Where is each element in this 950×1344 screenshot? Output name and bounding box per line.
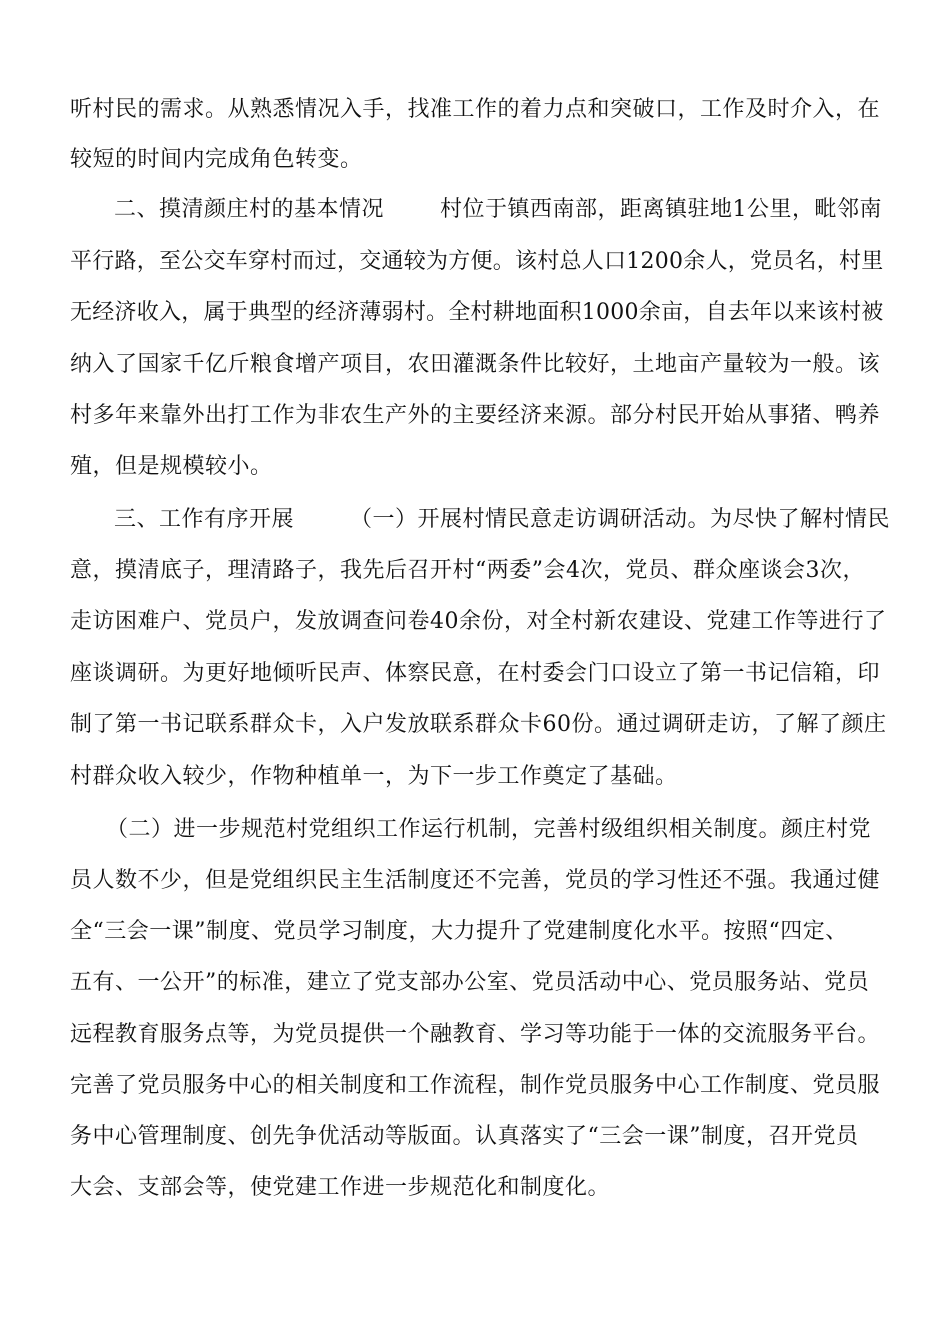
text-line: 意，摸清底子，理清路子，我先后召开村“两委”会4次，党员、群众座谈会3次， (70, 558, 865, 583)
text-line: 村多年来靠外出打工作为非农生产外的主要经济来源。部分村民开始从事猪、鸭养 (70, 403, 881, 428)
text-line: 完善了党员服务中心的相关制度和工作流程，制作党员服务中心工作制度、党员服 (70, 1073, 881, 1098)
section-3-text: （一）开展村情民意走访调研活动。为尽快了解村情民 (350, 507, 891, 532)
section-2-text: 村位于镇西南部，距离镇驻地1公里，毗邻南 (440, 197, 883, 222)
text-line: 员人数不少，但是党组织民主生活制度还不完善，党员的学习性还不强。我通过健 (70, 868, 881, 893)
section-2-line (114, 195, 882, 225)
text-line: 走访困难户、党员户，发放调查问卷40余份，对全村新农建设、党建工作等进行了 (70, 609, 887, 634)
text-line: 座谈调研。为更好地倾听民声、体察民意，在村委会门口设立了第一书记信箱，印 (70, 661, 881, 686)
text-line: 殖，但是规模较小。 (70, 454, 273, 479)
text-line: 较短的时间内完成角色转变。 (70, 147, 363, 172)
text-line: 村群众收入较少，作物种植单一，为下一步工作奠定了基础。 (70, 764, 678, 789)
paragraph-start: （二）进一步规范村党组织工作运行机制，完善村级组织相关制度。颜庄村党 (106, 817, 872, 842)
section-2-heading: 二、摸清颜庄村的基本情况 (114, 197, 385, 222)
text-line: 远程教育服务点等，为党员提供一个融教育、学习等功能于一体的交流服务平台。 (70, 1022, 881, 1047)
text-line: 纳入了国家千亿斤粮食增产项目，农田灌溉条件比较好，土地亩产量较为一般。该 (70, 352, 881, 377)
text-line: 无经济收入，属于典型的经济薄弱村。全村耕地面积1000余亩，自去年以来该村被 (70, 300, 884, 325)
section-3-line (114, 505, 890, 535)
text-line: 平行路，至公交车穿村而过，交通较为方便。该村总人口1200余人，党员名，村里 (70, 249, 884, 274)
text-line: 制了第一书记联系群众卡，入户发放联系群众卡60份。通过调研走访，了解了颜庄 (70, 712, 887, 737)
text-line: 务中心管理制度、创先争优活动等版面。认真落实了“三会一课”制度，召开党员 (70, 1124, 859, 1149)
text-line: 五有、一公开”的标准，建立了党支部办公室、党员活动中心、党员服务站、党员 (70, 970, 870, 995)
text-line: 全“三会一课”制度、党员学习制度，大力提升了党建制度化水平。按照“四定、 (70, 919, 848, 944)
text-line: 听村民的需求。从熟悉情况入手，找准工作的着力点和突破口，工作及时介入，在 (70, 97, 881, 122)
text-line: 大会、支部会等，使党建工作进一步规范化和制度化。 (70, 1175, 611, 1200)
section-3-heading: 三、工作有序开展 (114, 507, 295, 532)
